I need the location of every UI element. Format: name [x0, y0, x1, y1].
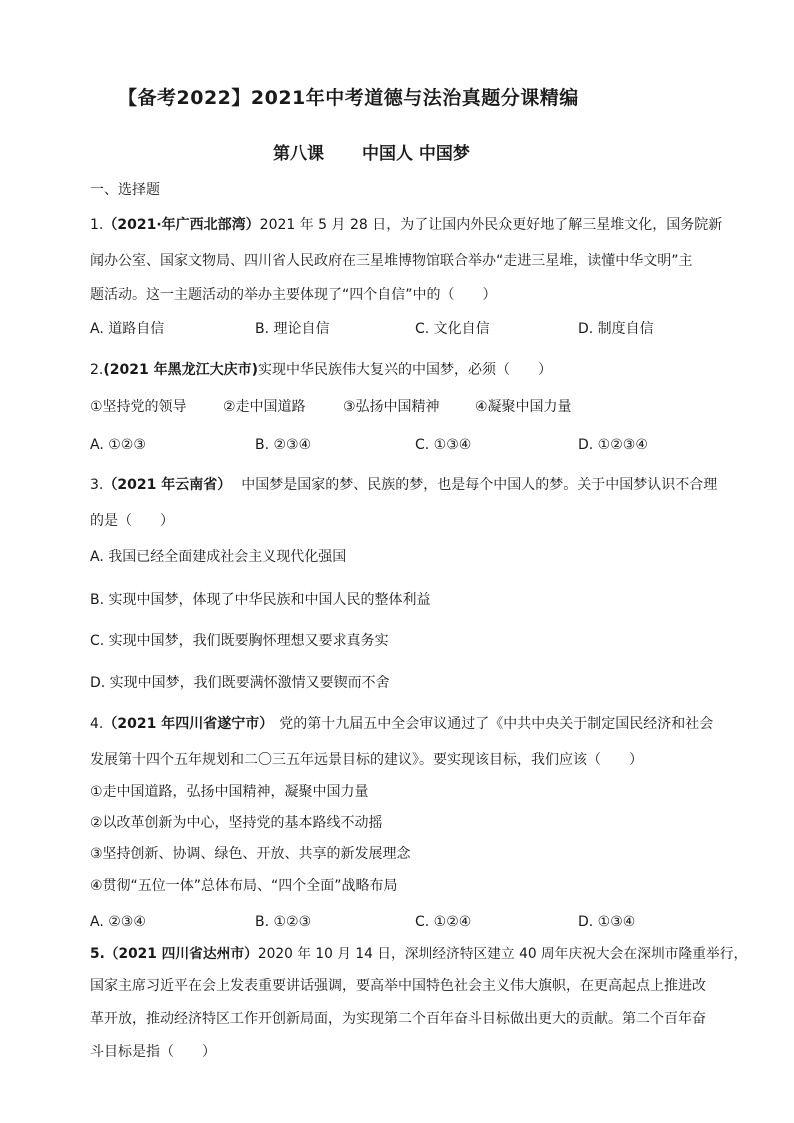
- statement-3: ③弘扬中国精神: [343, 399, 440, 415]
- option-d: D. ①②③④: [578, 437, 648, 453]
- question-5-line-2: 国家主席习近平在会上发表重要讲话强调，要高举中国特色社会主义伟大旗帜，在更高起点上推进改: [90, 978, 706, 994]
- question-4-line-2: 发展第十四个五年规划和二〇三五年远景目标的建议》。要实现该目标，我们应该（ ）: [90, 752, 643, 768]
- question-3-line-1: [90, 476, 717, 494]
- question-number: 3.: [90, 477, 104, 493]
- lesson-title: [273, 143, 470, 165]
- question-4-line-1: [90, 715, 713, 733]
- question-source: （2021 年四川省遂宁市）: [103, 716, 274, 732]
- section-heading: 一、选择题: [90, 182, 160, 198]
- question-number: 1.: [90, 217, 104, 233]
- question-number: 5.: [90, 946, 105, 962]
- statement-2: ②走中国道路: [223, 399, 306, 415]
- lesson-topic: 中国人 中国梦: [362, 144, 470, 164]
- option-c: C. ①②④: [415, 914, 472, 930]
- question-5-line-4: 斗目标是指（ ）: [90, 1044, 216, 1060]
- option-d: D. ①③④: [578, 914, 636, 930]
- question-source: (2021 年黑龙江大庆市): [103, 362, 258, 378]
- option-a: A. 道路自信: [90, 321, 165, 337]
- question-5-line-1: [90, 945, 747, 963]
- question-2-points: [90, 398, 730, 416]
- question-5-line-3: 革开放，推动经济特区工作开创新局面，为实现第二个百年奋斗目标做出更大的贡献。第二个百年奋: [90, 1011, 706, 1027]
- option-b: B. ①②③: [255, 914, 312, 930]
- option-d: D. 制度自信: [578, 321, 654, 337]
- question-source: （2021·年广西北部湾）: [103, 217, 260, 233]
- question-2-options: [90, 436, 730, 454]
- question-number: 4.: [90, 716, 104, 732]
- question-1-line-2: 闻办公室、国家文物局、四川省人民政府在三星堆博物馆联合举办“走进三星堆，读懂中华文明”主: [90, 253, 693, 269]
- question-source: （2021 年云南省）: [103, 477, 232, 493]
- question-1-line-1: [90, 216, 722, 234]
- question-number: 2.: [90, 362, 104, 378]
- question-text: 实现中华民族伟大复兴的中国梦，必须（ ）: [258, 362, 552, 378]
- option-d: D. 实现中国梦，我们既要满怀激情又要锲而不舍: [90, 675, 390, 691]
- option-c: C. 文化自信: [415, 321, 490, 337]
- question-text: 党的第十九届五中全会审议通过了《中共中央关于制定国民经济和社会: [279, 716, 714, 732]
- option-a: A. ②③④: [90, 914, 146, 930]
- option-a: A. ①②③: [90, 437, 146, 453]
- option-a: A. 我国已经全面建成社会主义现代化强国: [90, 549, 347, 565]
- statement-4: ④贯彻“五位一体”总体布局、“四个全面”战略布局: [90, 878, 398, 894]
- statement-4: ④凝聚中国力量: [475, 399, 572, 415]
- question-4-options: [90, 913, 730, 931]
- question-1-line-3: 题活动。这一主题活动的举办主要体现了“四个自信”中的（ ）: [90, 287, 497, 303]
- option-b: B. 实现中国梦，体现了中华民族和中国人民的整体利益: [90, 592, 431, 608]
- question-text: 2020 年 10 月 14 日，深圳经济特区建立 40 周年庆祝大会在深圳市隆重举行，: [257, 946, 748, 962]
- option-b: B. ②③④: [255, 437, 312, 453]
- question-source: （2021 四川省达州市）: [104, 946, 258, 962]
- statement-1: ①坚持党的领导: [90, 399, 187, 415]
- statement-1: ①走中国道路，弘扬中国精神，凝聚中国力量: [90, 784, 369, 800]
- statement-2: ②以改革创新为中心，坚持党的基本路线不动摇: [90, 815, 383, 831]
- option-b: B. 理论自信: [255, 321, 330, 337]
- question-3-line-2: 的是（ ）: [90, 513, 174, 529]
- question-1-options: [90, 320, 730, 338]
- option-c: C. ①③④: [415, 437, 472, 453]
- lesson-number: 第八课: [273, 144, 324, 164]
- option-c: C. 实现中国梦，我们既要胸怀理想又要求真务实: [90, 633, 389, 649]
- question-text: 2021 年 5 月 28 日，为了让国内外民众更好地了解三星堆文化，国务院新: [259, 217, 723, 233]
- question-text: 中国梦是国家的梦、民族的梦，也是每个中国人的梦。关于中国梦认识不合理: [241, 477, 718, 493]
- question-2-line-1: [90, 361, 552, 379]
- document-title: 【备考2022】2021年中考道德与法治真题分课精编: [118, 87, 579, 109]
- statement-3: ③坚持创新、协调、绿色、开放、共享的新发展理念: [90, 846, 411, 862]
